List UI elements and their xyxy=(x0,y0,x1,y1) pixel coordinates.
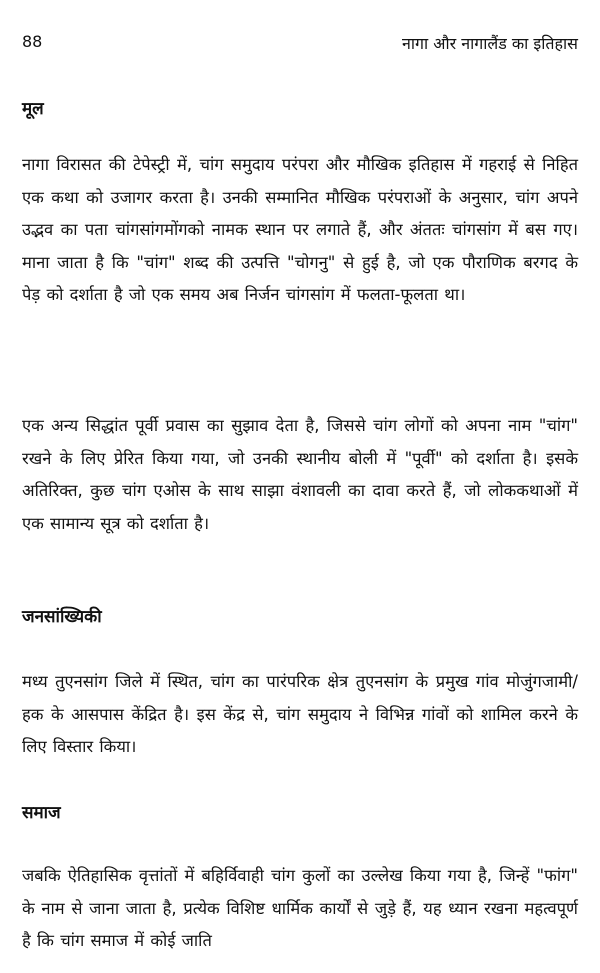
page-number: 88 xyxy=(22,32,43,51)
paragraph-origin-2: एक अन्य सिद्धांत पूर्वी प्रवास का सुझाव देता है, जिससे चांग लोगों को अपना नाम "चांग" रखने के लिए प्रेरित किया गया, जो उनकी स्थानीय बोली में "पूर्वी" को दर्शाता है। इसके अतिरिक्त, कुछ चांग एओस के साथ साझा वंशावली का दावा करते हैं, जो लोककथाओं में एक सामान्य सूत्र को दर्शाता है। xyxy=(22,416,578,533)
paragraph-society-1: जबकि ऐतिहासिक वृत्तांतों में बहिर्विवाही चांग कुलों का उल्लेख किया गया है, जिन्हें "फांग" के नाम से जाना जाता है, प्रत्येक विशिष्ट धार्मिक कार्यों से जुड़े हैं, यह ध्यान रखना महत्वपूर्ण है कि चांग समाज में कोई जाति xyxy=(22,866,578,950)
section-heading-origin: मूल xyxy=(22,99,44,119)
paragraph-origin-1: नागा विरासत की टेपेस्ट्री में, चांग समुदाय परंपरा और मौखिक इतिहास में गहराई से निहित एक कथा को उजागर करता है। उनकी सम्मानित मौखिक परंपराओं के अनुसार, चांग अपने उद्भव का पता चांगसांगमोंगको नामक स्थान पर लगाते हैं, और अंततः चांगसांग में बस गए। माना जाता है कि "चांग" शब्द की उत्पत्ति "चोगनु" से हुई है, जो एक पौराणिक बरगद के पेड़ को दर्शाता है जो एक समय अब निर्जन चांगसांग में फलता-फूलता था। xyxy=(22,155,578,304)
section-heading-demographics: जनसांख्यिकी xyxy=(22,607,102,627)
book-title: नागा और नागालैंड का इतिहास xyxy=(401,34,578,53)
section-heading-society: समाज xyxy=(22,803,61,823)
paragraph-demographics-1: मध्य तुएनसांग जिले में स्थित, चांग का पारंपरिक क्षेत्र तुएनसांग के प्रमुख गांव मोजुंगजामी/हक के आसपास केंद्रित है। इस केंद्र से, चांग समुदाय ने विभिन्न गांवों को शामिल करने के लिए विस्तार किया। xyxy=(22,672,578,756)
running-head xyxy=(22,32,578,56)
